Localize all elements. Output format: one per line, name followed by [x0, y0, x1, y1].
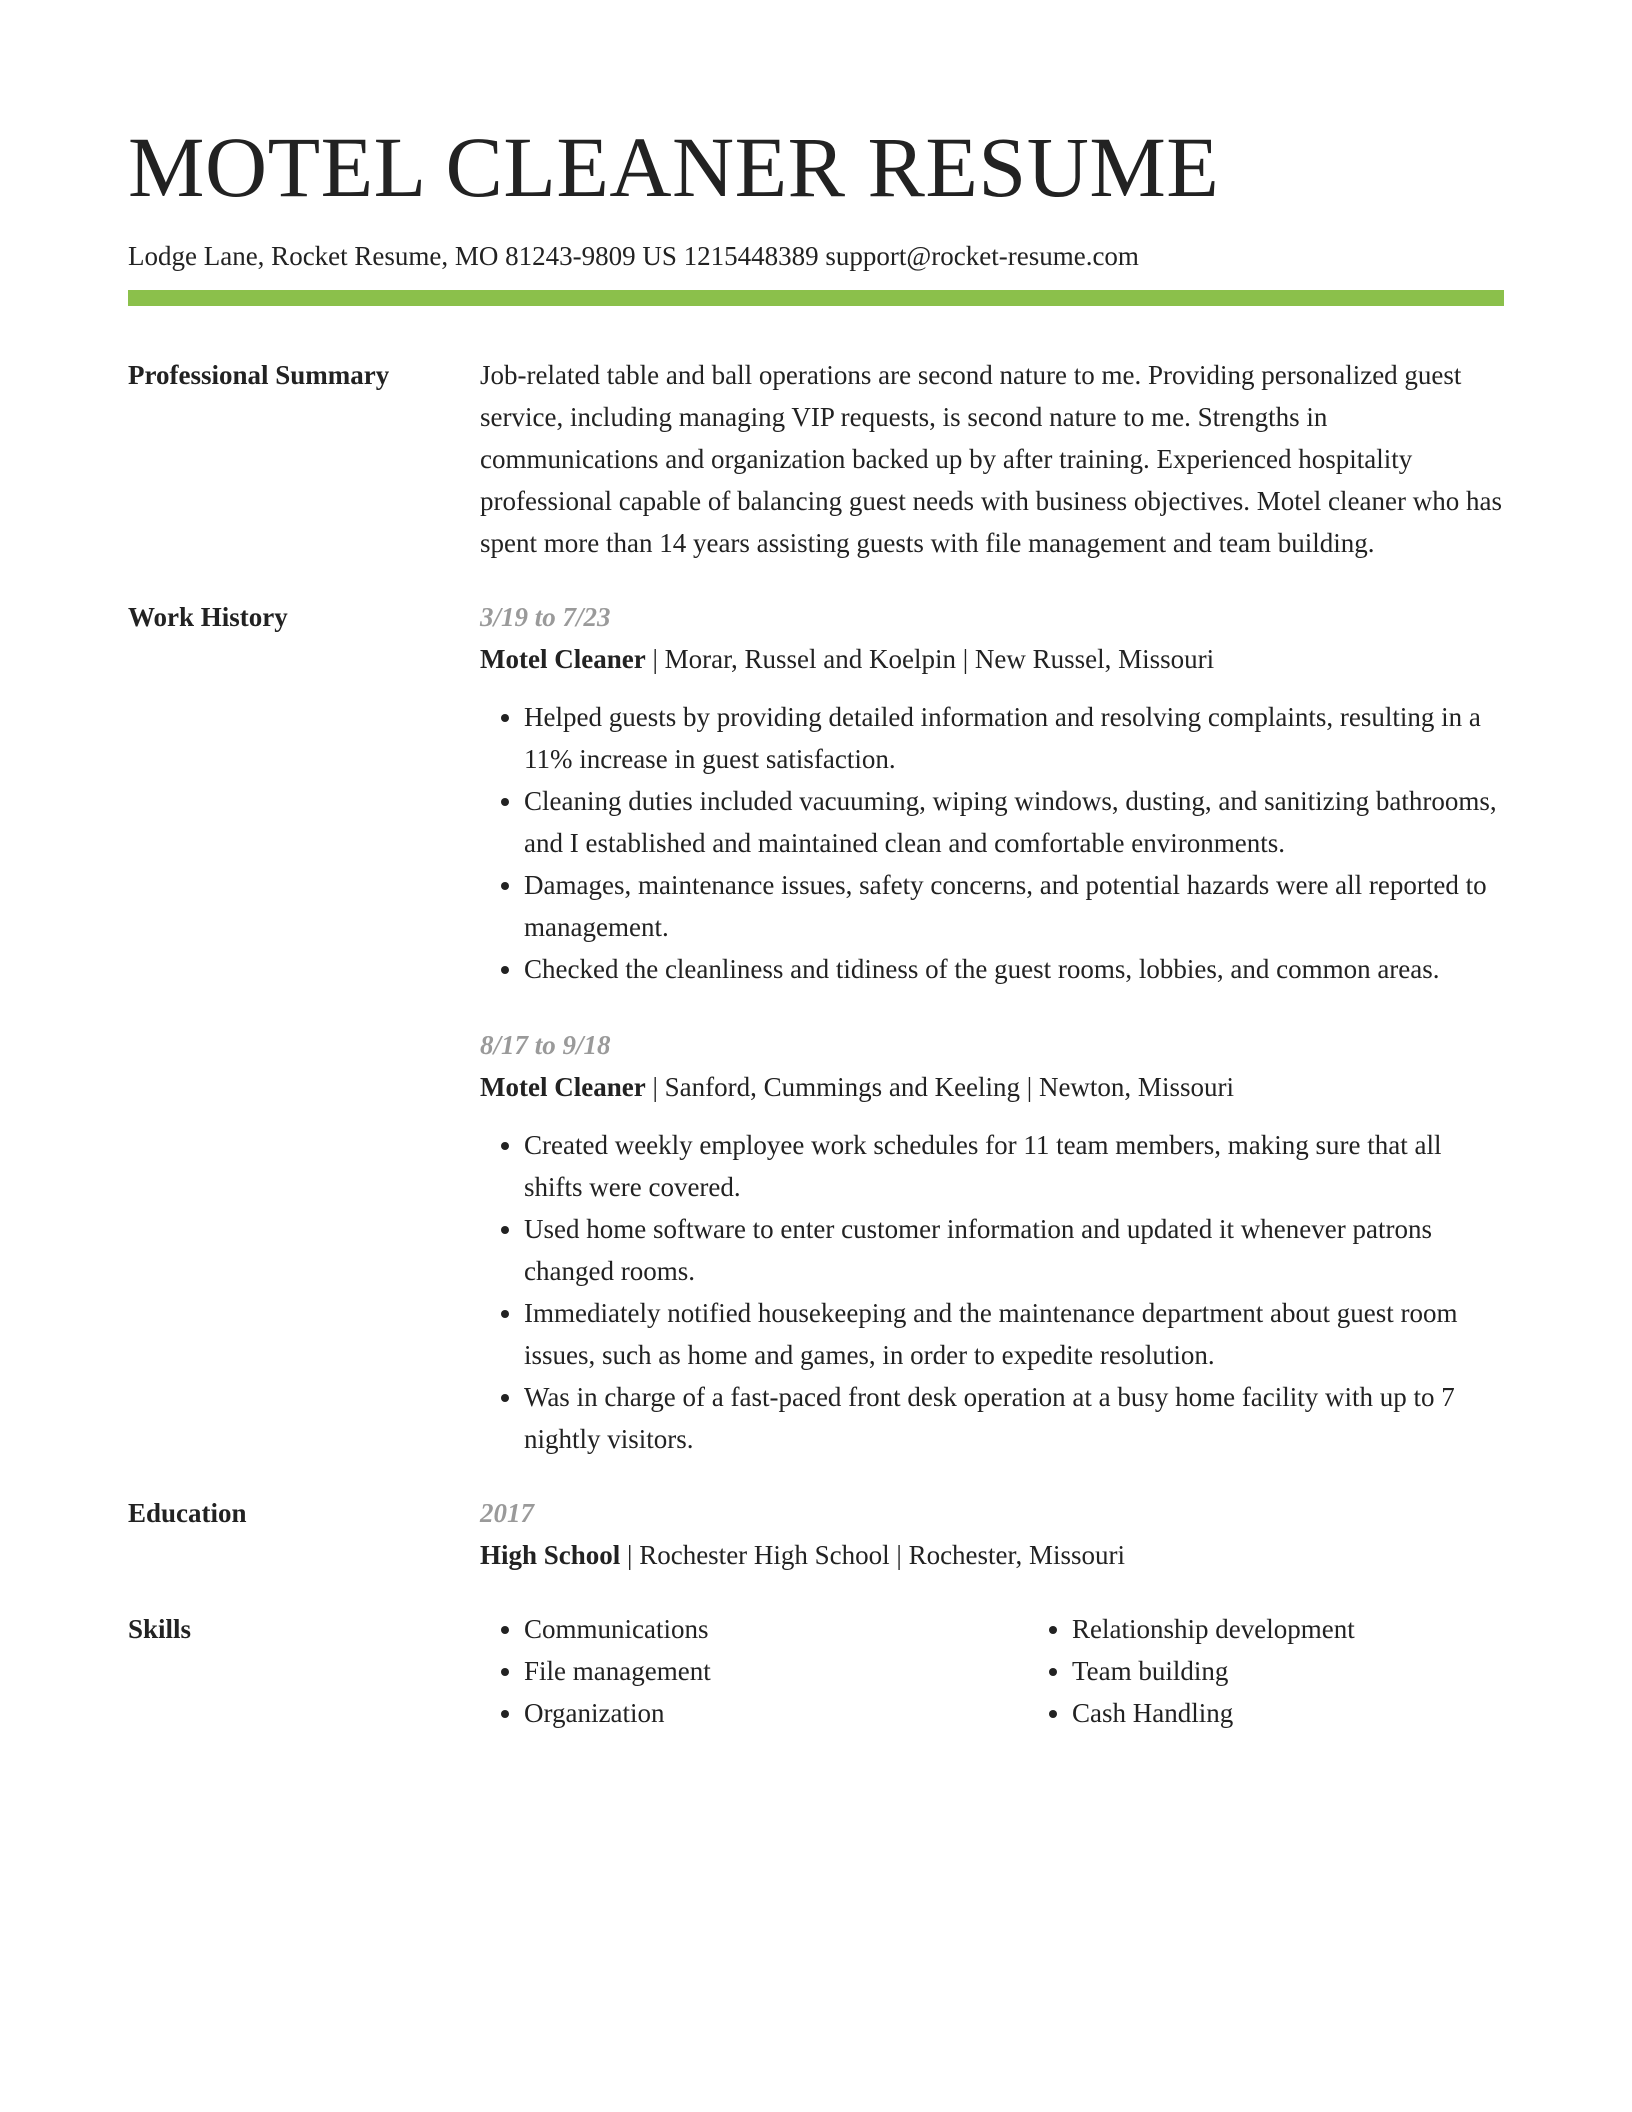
resume-title: MOTEL CLEANER RESUME: [128, 119, 1220, 215]
skills-list-right: [1028, 1608, 1576, 1734]
skills-list-left: [480, 1608, 1028, 1734]
resume-page: [128, 112, 1504, 1734]
skills-heading: Skills: [128, 1614, 192, 1645]
job-title: Motel Cleaner: [480, 644, 646, 675]
work-history-section: [128, 596, 1504, 1460]
skill-item: • Communications: [524, 1608, 1028, 1650]
work-history-heading: Work History: [128, 602, 288, 633]
job-duty: • Was in charge of a fast-paced front desk operation at a busy home facility with up to 7 nightly visitors.: [524, 1376, 1504, 1460]
job-duty: • Helped guests by providing detailed information and resolving complaints, resulting in a 11% increase in guest satisfaction.: [524, 696, 1504, 780]
job-duty: • Used home software to enter customer information and updated it whenever patrons changed rooms.: [524, 1208, 1504, 1292]
education-degree: High School: [480, 1540, 621, 1571]
work-history-body: [480, 596, 1504, 1460]
skill-item: • Organization: [524, 1692, 1028, 1734]
job-duty: • Damages, maintenance issues, safety concerns, and potential hazards were all reported to management.: [524, 864, 1504, 948]
job-duty: • Cleaning duties included vacuuming, wiping windows, dusting, and sanitizing bathrooms, and I established and maintained clean and comfortable environments.: [524, 780, 1504, 864]
summary-heading: Professional Summary: [128, 360, 390, 391]
education-school-location: | Rochester High School | Rochester, Missouri: [620, 1540, 1125, 1571]
job-dates: 8/17 to 9/18: [480, 1030, 611, 1061]
job-role-line: [480, 1066, 1504, 1108]
education-year: 2017: [480, 1498, 534, 1529]
job-employer-location: | Sanford, Cummings and Keeling | Newton, Missouri: [645, 1072, 1234, 1103]
summary-text: Job-related table and ball operations are second nature to me. Providing personalized guest service, including managing VIP requests, is second nature to me. Strengths in communications and organization backed up by after training. Experienced hospitality professional capable of balancing guest needs with business objectives. Motel cleaner who has spent more than 14 years assisting guests with file management and team building.: [480, 360, 1502, 559]
job-duty: • Immediately notified housekeeping and the maintenance department about guest room issues, such as home and games, in order to expedite resolution.: [524, 1292, 1504, 1376]
education-body: [480, 1492, 1504, 1576]
job-duties-list: [480, 1124, 1504, 1460]
summary-section: [128, 354, 1504, 564]
skill-item: • Cash Handling: [1072, 1692, 1576, 1734]
skill-item: • Team building: [1072, 1650, 1576, 1692]
skill-item: • File management: [524, 1650, 1028, 1692]
skills-section: [128, 1608, 1504, 1734]
job-duties-list: [480, 696, 1504, 990]
skill-item: • Relationship development: [1072, 1608, 1576, 1650]
job-entry: [480, 596, 1504, 990]
job-title: Motel Cleaner: [480, 1072, 646, 1103]
job-dates: 3/19 to 7/23: [480, 602, 611, 633]
job-duty: • Checked the cleanliness and tidiness of the guest rooms, lobbies, and common areas.: [524, 948, 1504, 990]
job-duty: • Created weekly employee work schedules for 11 team members, making sure that all shifts were covered.: [524, 1124, 1504, 1208]
job-employer-location: | Morar, Russel and Koelpin | New Russel, Missouri: [645, 644, 1215, 675]
education-section: [128, 1492, 1504, 1576]
accent-divider: [128, 290, 1504, 306]
job-role-line: [480, 638, 1504, 680]
job-entry: [480, 1024, 1504, 1460]
education-heading: Education: [128, 1498, 247, 1529]
skills-grid: [480, 1608, 1576, 1734]
education-line: [480, 1534, 1504, 1576]
contact-line: Lodge Lane, Rocket Resume, MO 81243-9809 US 1215448389 support@rocket-resume.com: [128, 241, 1139, 271]
